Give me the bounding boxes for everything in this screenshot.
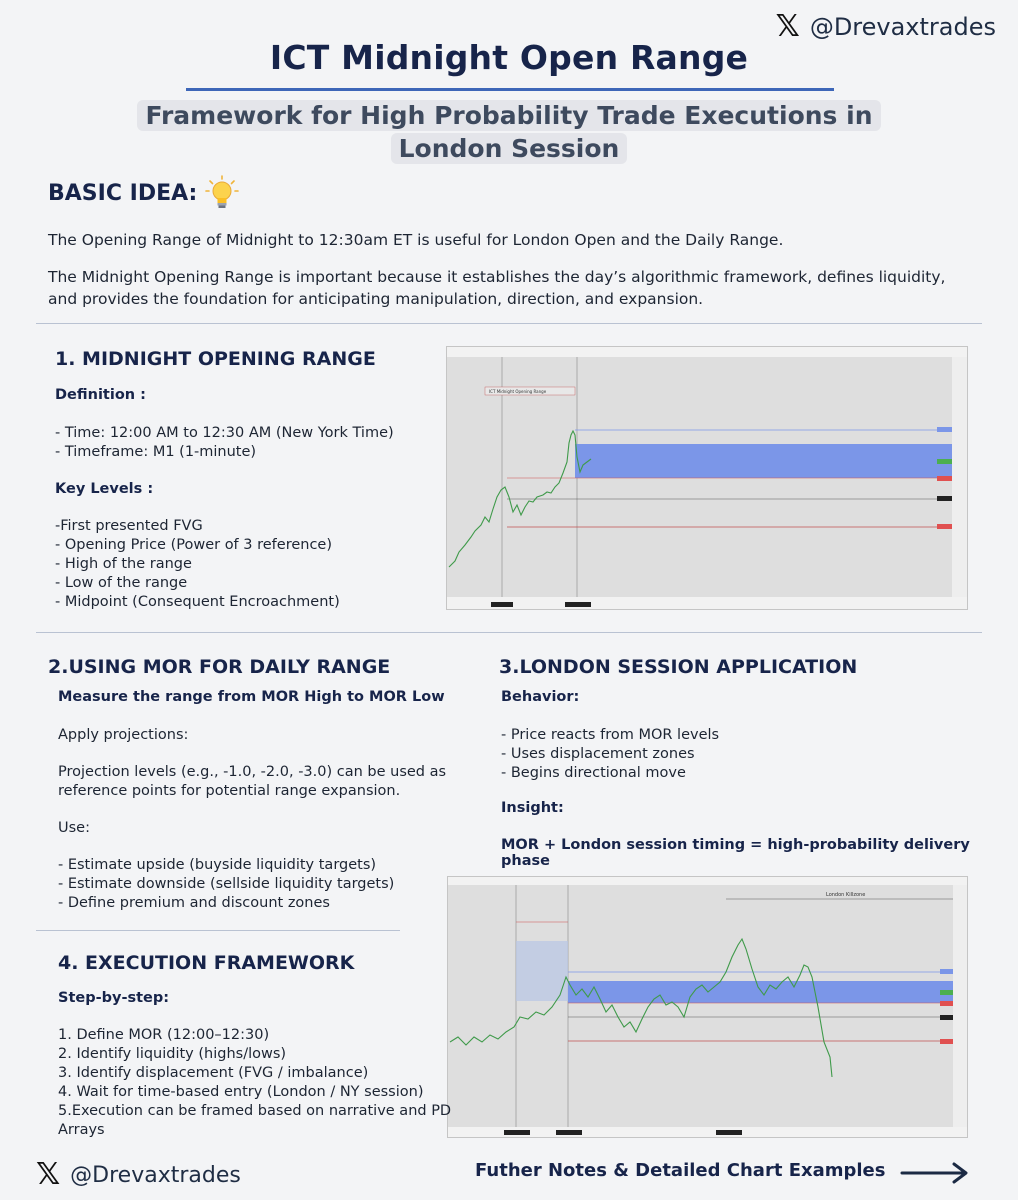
footer-handle[interactable] [36,1157,241,1192]
basic-idea-paragraph-1: The Opening Range of Midnight to 12:30am ET is useful for London Open and the Daily Range. [48,231,784,249]
step-item: 3. Identify displacement (FVG / imbalance) [58,1065,369,1081]
lightbulb-icon [205,175,239,211]
key-level-item: - Midpoint (Consequent Encroachment) [55,594,340,610]
key-level-item: - Low of the range [55,575,188,591]
insight-label: Insight: [501,800,564,816]
footer-handle-text: @Drevaxtrades [70,1162,241,1188]
arrow-right-icon[interactable] [900,1160,970,1186]
definition-item: - Timeframe: M1 (1-minute) [55,444,257,460]
behavior-item: - Price reacts from MOR levels [501,727,720,743]
step-item: Arrays [58,1122,105,1138]
apply-projections: Apply projections: [58,727,189,743]
divider-1 [36,323,982,324]
step-by-step-label: Step-by-step: [58,990,170,1006]
fvg-zone [575,444,952,478]
chart-1-label: ICT Midnight Opening Range [489,389,547,394]
footer-notes-link[interactable]: Futher Notes & Detailed Chart Examples [475,1160,886,1181]
key-level-item: -First presented FVG [55,518,203,534]
step-item: 1. Define MOR (12:00–12:30) [58,1027,270,1043]
use-item: - Estimate downside (sellside liquidity targets) [58,876,395,892]
definition-label: Definition : [55,387,146,403]
section-1-title: 1. MIDNIGHT OPENING RANGE [55,348,376,370]
use-item: - Define premium and discount zones [58,895,330,911]
behavior-label: Behavior: [501,689,580,705]
basic-idea-title: BASIC IDEA: [48,180,198,206]
subtitle-line-2: London Session [391,133,628,164]
title-underline [186,88,834,91]
basic-idea-paragraph-2: The Midnight Opening Range is important because it establishes the day’s algorithmic framework, defines liquidity, and provides the foundation for anticipating manipulation, direction, and expansion. [48,268,946,308]
basic-idea-heading [48,175,239,211]
use-item: - Estimate upside (buyside liquidity targets) [58,857,377,873]
london-killzone-label: London Killzone [826,892,866,898]
divider-2 [36,632,982,633]
subtitle [0,99,1018,165]
header-handle-text: @Drevaxtrades [809,13,996,41]
section-4-title: 4. EXECUTION FRAMEWORK [58,952,355,974]
measure-label: Measure the range from MOR High to MOR Low [58,689,445,705]
behavior-item: - Uses displacement zones [501,746,695,762]
behavior-item: - Begins directional move [501,765,686,781]
subtitle-line-1: Framework for High Probability Trade Executions in [137,100,880,131]
section-2-title: 2.USING MOR FOR DAILY RANGE [48,656,391,678]
key-level-item: - High of the range [55,556,192,572]
divider-3 [36,930,400,931]
projection-text-line: Projection levels (e.g., -1.0, -2.0, -3.0) can be used as [58,764,447,780]
fvg-zone-london [568,981,953,1003]
key-levels-label: Key Levels : [55,481,154,497]
page-title: ICT Midnight Open Range [269,38,749,77]
insight-text: MOR + London session timing = high-probability delivery phase [501,837,970,869]
step-item: 4. Wait for time-based entry (London / NY session) [58,1084,424,1100]
step-item: 5.Execution can be framed based on narrative and PD [58,1103,452,1119]
projection-text-line: reference points for potential range expansion. [58,783,401,799]
step-item: 2. Identify liquidity (highs/lows) [58,1046,287,1062]
chart-midnight-range-screenshot [446,346,968,610]
definition-item: - Time: 12:00 AM to 12:30 AM (New York Time) [55,425,394,441]
section-3-title: 3.LONDON SESSION APPLICATION [499,656,858,678]
use-label: Use: [58,820,90,836]
chart-london-session-screenshot [447,876,968,1138]
key-level-item: - Opening Price (Power of 3 reference) [55,537,333,553]
x-logo-icon: 𝕏 [775,9,800,44]
x-logo-icon: 𝕏 [36,1157,61,1192]
